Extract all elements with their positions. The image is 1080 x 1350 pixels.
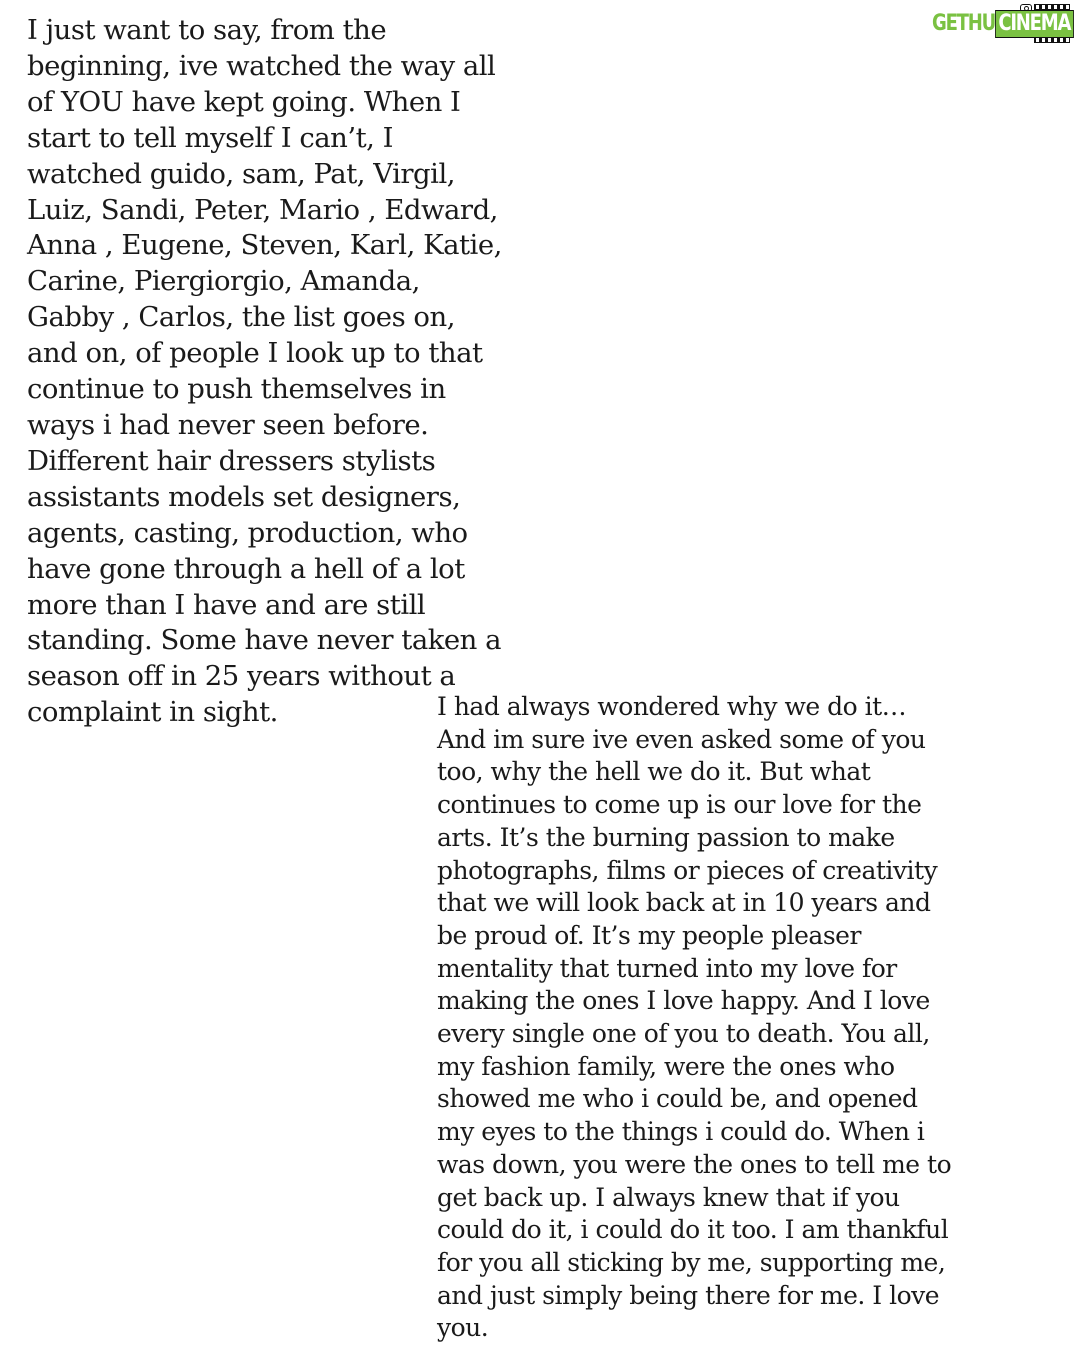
- film-strip-bottom: [1034, 37, 1070, 43]
- gethu-cinema-logo: [922, 4, 1072, 44]
- letter-paragraph-left: I just want to say, from the beginning, ive watched the way all of YOU have kept going. When I start to tell myself I can’t, I watched guido, sam, Pat, Virgil, Luiz, Sandi, Peter, Mario , Edward, Anna , Eugene, Steven, Karl, Katie, Carine, Piergiorgio, Amanda, Gabby , Carlos, the list goes on, and on, of people I look up to that continue to push themselves in ways i had never seen before. Different hair dressers stylists assistants models set designers, agents, casting, production, who have gone through a hell of a lot more than I have and are still standing. Some have never taken a season off in 25 years without a complaint in sight.: [27, 14, 502, 729]
- logo-wordmark: [932, 11, 1074, 37]
- letter-paragraph-right: I had always wondered why we do it… And im sure ive even asked some of you too, why the hell we do it. But what continues to come up is our love for the arts. It’s the burning passion to make photographs, films or pieces of creativity that we will look back at in 10 years and be proud of. It’s my people pleaser mentality that turned into my love for making the ones I love happy. And I love every single one of you to death. You all, my fashion family, were the ones who showed me who i could be, and opened my eyes to the things i could do. When i was down, you were the ones to tell me to get back up. I always knew that if you could do it, i could do it too. I am thankful for you all sticking by me, supporting me, and just simply being there for me. I love you.: [437, 692, 952, 1343]
- logo-text-gethu: GETHU: [932, 11, 996, 36]
- logo-text-cinema: CINEMA: [995, 10, 1073, 38]
